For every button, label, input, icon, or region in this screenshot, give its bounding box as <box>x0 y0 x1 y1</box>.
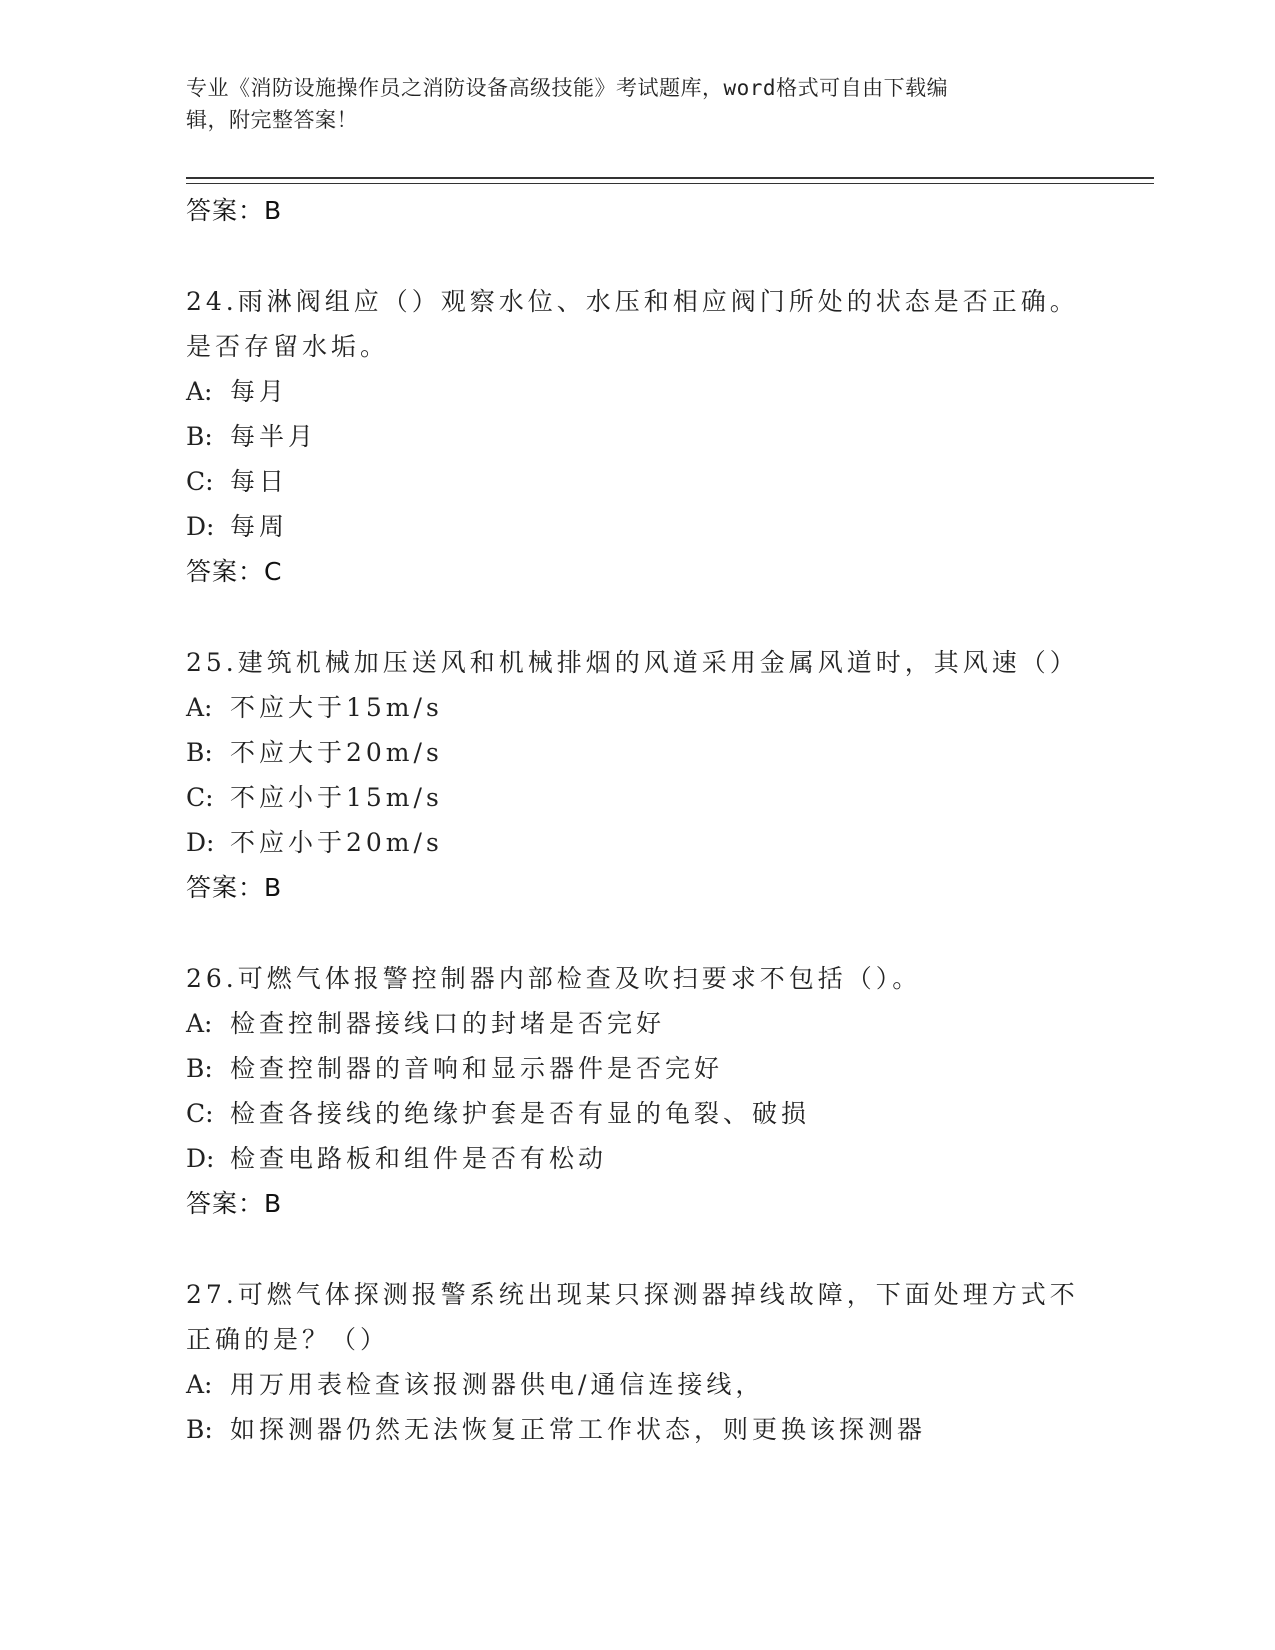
option-a <box>186 685 1086 730</box>
previous-answer: 答案：B <box>186 196 283 225</box>
question-text: 26.可燃气体报警控制器内部检查及吹扫要求不包括（）。 <box>186 964 922 993</box>
option-letter: B: <box>186 422 213 451</box>
option-letter: B: <box>186 1054 213 1083</box>
option-text: 每周 <box>230 512 289 541</box>
option-text: 检查控制器的音响和显示器件是否完好 <box>230 1054 724 1083</box>
option-letter: D: <box>186 828 215 857</box>
option-c <box>186 1091 1086 1136</box>
option-letter: B: <box>186 738 213 767</box>
header-rule-thin <box>186 183 1154 184</box>
option-letter: A: <box>186 1009 213 1038</box>
option-letter: A: <box>186 693 213 722</box>
option-b <box>186 730 1086 775</box>
question-text: 正确的是？（） <box>186 1325 390 1354</box>
option-text: 每半月 <box>230 422 318 451</box>
option-a <box>186 1001 1086 1046</box>
question-text: 是否存留水垢。 <box>186 332 390 361</box>
option-a <box>186 369 1086 414</box>
option-c <box>186 459 1086 504</box>
option-b <box>186 1407 1086 1452</box>
question-24 <box>186 279 1086 594</box>
question-text: 25.建筑机械加压送风和机械排烟的风道采用金属风道时，其风速（） <box>186 648 1079 677</box>
option-text: 不应小于20m/s <box>230 828 443 857</box>
answer: 答案：C <box>186 557 283 586</box>
question-text: 24.雨淋阀组应（）观察水位、水压和相应阀门所处的状态是否正确。 <box>186 287 1079 316</box>
header-line-2: 辑，附完整答案！ <box>186 108 358 132</box>
page-header <box>186 72 1086 136</box>
option-text: 检查各接线的绝缘护套是否有显的龟裂、破损 <box>230 1099 811 1128</box>
option-text: 用万用表检查该报测器供电/通信连接线， <box>230 1370 765 1399</box>
option-d <box>186 820 1086 865</box>
option-letter: D: <box>186 1144 215 1173</box>
option-c <box>186 775 1086 820</box>
answer: 答案：B <box>186 1189 283 1218</box>
option-d <box>186 504 1086 549</box>
question-26 <box>186 956 1086 1226</box>
option-text: 不应大于20m/s <box>230 738 443 767</box>
option-b <box>186 1046 1086 1091</box>
option-text: 不应大于15m/s <box>230 693 443 722</box>
option-text: 如探测器仍然无法恢复正常工作状态，则更换该探测器 <box>230 1415 927 1444</box>
question-text: 27.可燃气体探测报警系统出现某只探测器掉线故障，下面处理方式不 <box>186 1280 1079 1309</box>
option-b <box>186 414 1086 459</box>
option-letter: A: <box>186 377 213 406</box>
option-text: 每日 <box>230 467 289 496</box>
option-letter: A: <box>186 1370 213 1399</box>
question-25 <box>186 640 1086 910</box>
option-letter: C: <box>186 467 214 496</box>
question-27 <box>186 1272 1086 1452</box>
option-letter: D: <box>186 512 215 541</box>
option-letter: C: <box>186 1099 214 1128</box>
option-text: 检查电路板和组件是否有松动 <box>230 1144 608 1173</box>
option-text: 检查控制器接线口的封堵是否完好 <box>230 1009 666 1038</box>
option-letter: C: <box>186 783 214 812</box>
option-d <box>186 1136 1086 1181</box>
answer: 答案：B <box>186 873 283 902</box>
header-rule-thick <box>186 177 1154 179</box>
option-text: 不应小于15m/s <box>230 783 443 812</box>
option-letter: B: <box>186 1415 213 1444</box>
question-list <box>186 188 1086 1452</box>
option-text: 每月 <box>230 377 289 406</box>
option-a <box>186 1362 1086 1407</box>
header-line-1: 专业《消防设施操作员之消防设备高级技能》考试题库，word格式可自由下载编 <box>186 76 949 100</box>
